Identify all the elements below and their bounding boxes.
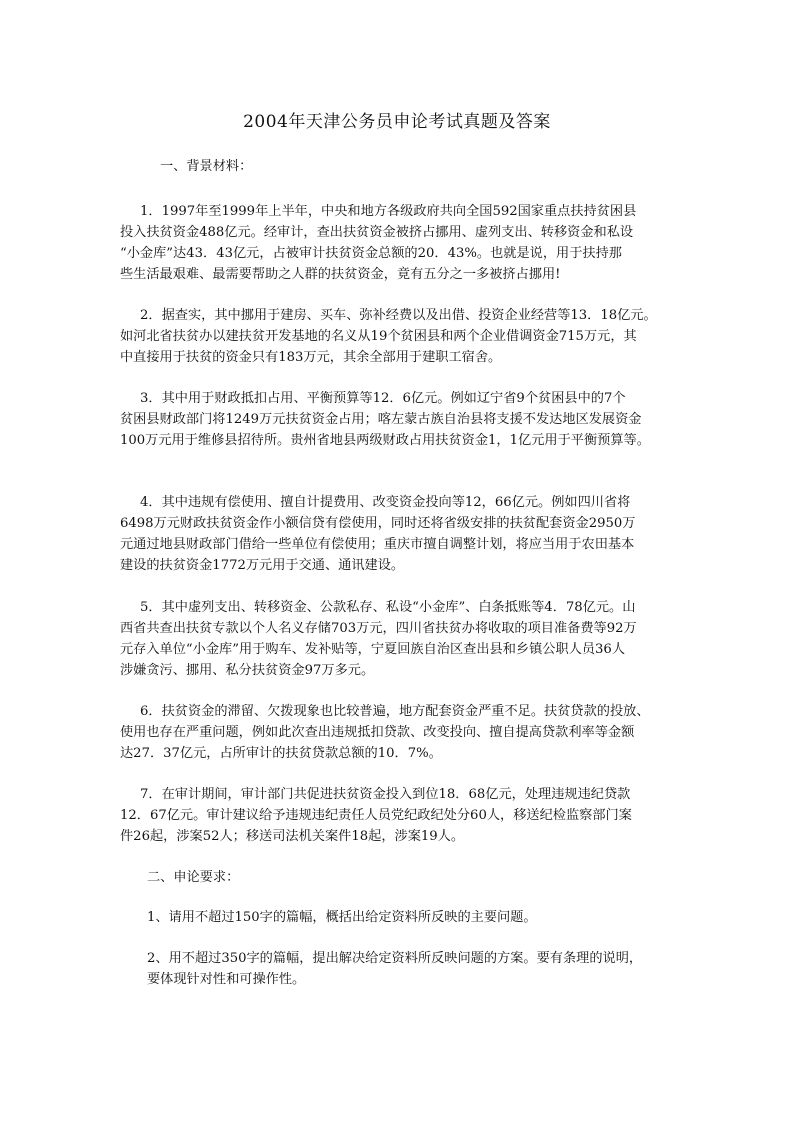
- page-title: 2004年天津公务员申论考试真题及答案: [243, 112, 551, 132]
- paragraph-line: 4．其中违规有偿使用、擅自计提费用、改变资金投向等12，66亿元。例如四川省将: [140, 495, 631, 510]
- paragraph-line: 2．据查实，其中挪用于建房、买车、弥补经费以及出借、投资企业经营等13．18亿元。: [140, 308, 657, 323]
- paragraph-line: 6．扶贫资金的滞留、欠拨现象也比较普遍，地方配套资金严重不足。扶贫贷款的投放、: [140, 704, 650, 719]
- paragraph-line: 6498万元财政扶贫资金作小额信贷有偿使用，同时还将省级安排的扶贫配套资金2950万: [120, 516, 636, 531]
- paragraph-line: 些生活最艰难、最需要帮助之人群的扶贫资金，竟有五分之一多被挤占挪用!: [120, 267, 561, 282]
- requirement-line: 要体现针对性和可操作性。: [147, 972, 306, 987]
- paragraph-line: “小金库”达43．43亿元，占被审计扶贫资金总额的20．43%。也就是说，用于扶持那: [120, 246, 622, 261]
- paragraph-line: 西省共查出扶贫专款以个人名义存储703万元，四川省扶贫办将收取的项目准备费等92万: [120, 621, 637, 636]
- paragraph-line: 达27．37亿元，占所审计的扶贫贷款总额的10．7%。: [120, 746, 442, 761]
- paragraph-line: 元存入单位“小金库”用于购车、发补贴等，宁夏回族自治区查出县和乡镇公职人员36人: [120, 642, 626, 657]
- paragraph-line: 使用也存在严重问题，例如此次查出违规抵扣贷款、改变投向、擅自提高贷款利率等金额: [120, 725, 635, 740]
- paragraph-line: 12．67亿元。审计建议给予违规违纪责任人员党纪政纪处分60人，移送纪检监察部门案: [120, 808, 632, 823]
- paragraph-line: 元通过地县财政部门借给一些单位有偿使用；重庆市擅自调整计划，将应当用于农田基本: [120, 537, 635, 552]
- paragraph-line: 中直接用于扶贫的资金只有183万元，其余全部用于建职工宿舍。: [120, 350, 502, 365]
- paragraph-line: 件26起，涉案52人；移送司法机关案件18起，涉案19人。: [120, 829, 465, 844]
- paragraph-line: 5．其中虚列支出、转移资金、公款私存、私设“小金库”、白条抵账等4．78亿元。山: [140, 600, 636, 615]
- paragraph-line: 投入扶贫资金488亿元。经审计，查出扶贫资金被挤占挪用、虚列支出、转移资金和私设: [120, 225, 634, 240]
- paragraph-line: 涉嫌贪污、挪用、私分扶贫资金97万多元。: [120, 663, 375, 678]
- paragraph-line: 贫困县财政部门将1249万元扶贫资金占用；喀左蒙古族自治县将支援不发达地区发展资金: [120, 412, 642, 427]
- paragraph-line: 建设的扶贫资金1772万元用于交通、通讯建设。: [120, 558, 405, 573]
- requirement-line: 1、请用不超过150字的篇幅，概括出给定资料所反映的主要问题。: [147, 910, 537, 925]
- paragraph-line: 7．在审计期间，审计部门共促进扶贫资金投入到位18．68亿元，处理违规违纪贷款: [140, 787, 631, 802]
- section-heading-background: 一、背景材料：: [160, 159, 253, 174]
- paragraph-line: 3．其中用于财政抵扣占用、平衡预算等12．6亿元。例如辽宁省9个贫困县中的7个: [140, 391, 626, 406]
- paragraph-line: 100万元用于维修县招待所。贵州省地县两级财政占用扶贫资金1，1亿元用于平衡预算等。: [120, 433, 650, 448]
- section-heading-requirements: 二、申论要求：: [147, 870, 240, 885]
- paragraph-line: 如河北省扶贫办以建扶贫开发基地的名义从19个贫困县和两个企业借调资金715万元，其: [120, 329, 637, 344]
- requirement-line: 2、用不超过350字的篇幅，提出解决给定资料所反映问题的方案。要有条理的说明，: [147, 951, 643, 966]
- paragraph-line: 1．1997年至1999年上半年，中央和地方各级政府共向全国592国家重点扶持贫困县: [140, 204, 637, 219]
